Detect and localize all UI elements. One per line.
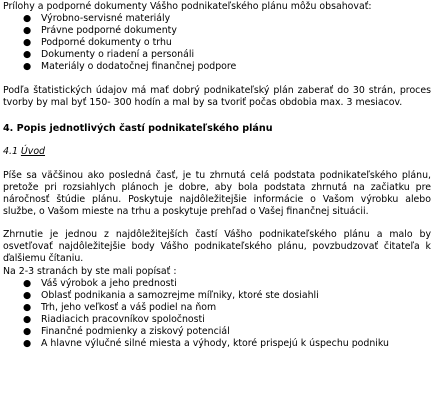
list-intro: Na 2-3 stranách by ste mali popísať : xyxy=(3,265,177,277)
bullet-icon: ● xyxy=(23,61,32,73)
summary-paragraph: Zhrnutie je jednou z najdôležitejších častí Vášho podnikateľského plánu a malo by osvetľovať najdôležitejšie body Vášho podnikateľského plánu, povzbudzovať čitateľa k ďalšiemu čítaniu. xyxy=(3,229,431,265)
list-item: ● Právne podporné dokumenty xyxy=(23,25,177,37)
bullet-icon: ● xyxy=(23,49,32,61)
list-item: ● Výrobno-servisné materiály xyxy=(23,13,171,25)
subsection-number: 4.1 xyxy=(3,145,18,157)
bullet-icon: ● xyxy=(23,277,32,289)
list-item: ● Oblasť podnikania a samozrejme míľniky, ktoré ste dosiahli xyxy=(23,289,319,301)
bullet-icon: ● xyxy=(23,37,32,49)
list-item: ● A hlavne výlučné silné miesta a výhody, ktoré prispejú k úspechu podniku xyxy=(23,338,389,350)
attachments-intro: Prílohy a podporné dokumenty Vášho podnikateľského plánu môžu obsahovať: xyxy=(3,1,372,12)
list-item: ● Váš výrobok a jeho prednosti xyxy=(23,277,177,289)
subsection-heading xyxy=(3,146,431,158)
bullet-icon: ● xyxy=(23,289,32,301)
list-item: ● Riadiacich pracovníkov spoločnosti xyxy=(23,313,205,325)
bullet-icon: ● xyxy=(23,325,32,337)
document-page xyxy=(3,1,431,350)
intro-paragraph: Píše sa väčšinou ako posledná časť, je tu zhrnutá celá podstata podnikateľského plánu, pretože pri rozsiahlych plánoch je dobre, aby bola podstata zhrnutá na začiatku pre náročnosť štúdie plánu. Poskytuje najdôležitejšie informácie o Vašom výrobku alebo službe, o Vašom mieste na trhu a poskytuje prehľad o Vašej finančnej situácii. xyxy=(3,169,431,218)
list-item: ● Materiály o dodatočnej finančnej podpore xyxy=(23,61,237,73)
describe-list xyxy=(3,278,431,351)
bullet-icon: ● xyxy=(23,301,32,313)
list-item: ● Finančné podmienky a ziskový potenciál xyxy=(23,325,230,337)
list-item: ● Dokumenty o riadení a personáli xyxy=(23,49,195,61)
subsection-title-link[interactable]: Úvod xyxy=(20,145,46,157)
bullet-icon: ● xyxy=(23,25,32,37)
bullet-icon: ● xyxy=(23,313,32,325)
attachments-list xyxy=(3,13,431,73)
bullet-icon: ● xyxy=(23,338,32,350)
list-item: ● Podporné dokumenty o trhu xyxy=(23,37,172,49)
stats-paragraph: Podľa štatistických údajov má mať dobrý podnikateľský plán zaberať do 30 strán, proces tvorby by mal byť 150- 300 hodín a mal by sa tvoriť počas obdobia max. 3 mesiacov. xyxy=(3,84,431,108)
section-heading: 4. Popis jednotlivých častí podnikateľského plánu xyxy=(3,122,273,134)
bullet-icon: ● xyxy=(23,13,32,25)
list-item: ● Trh, jeho veľkosť a váš podiel na ňom xyxy=(23,301,217,313)
